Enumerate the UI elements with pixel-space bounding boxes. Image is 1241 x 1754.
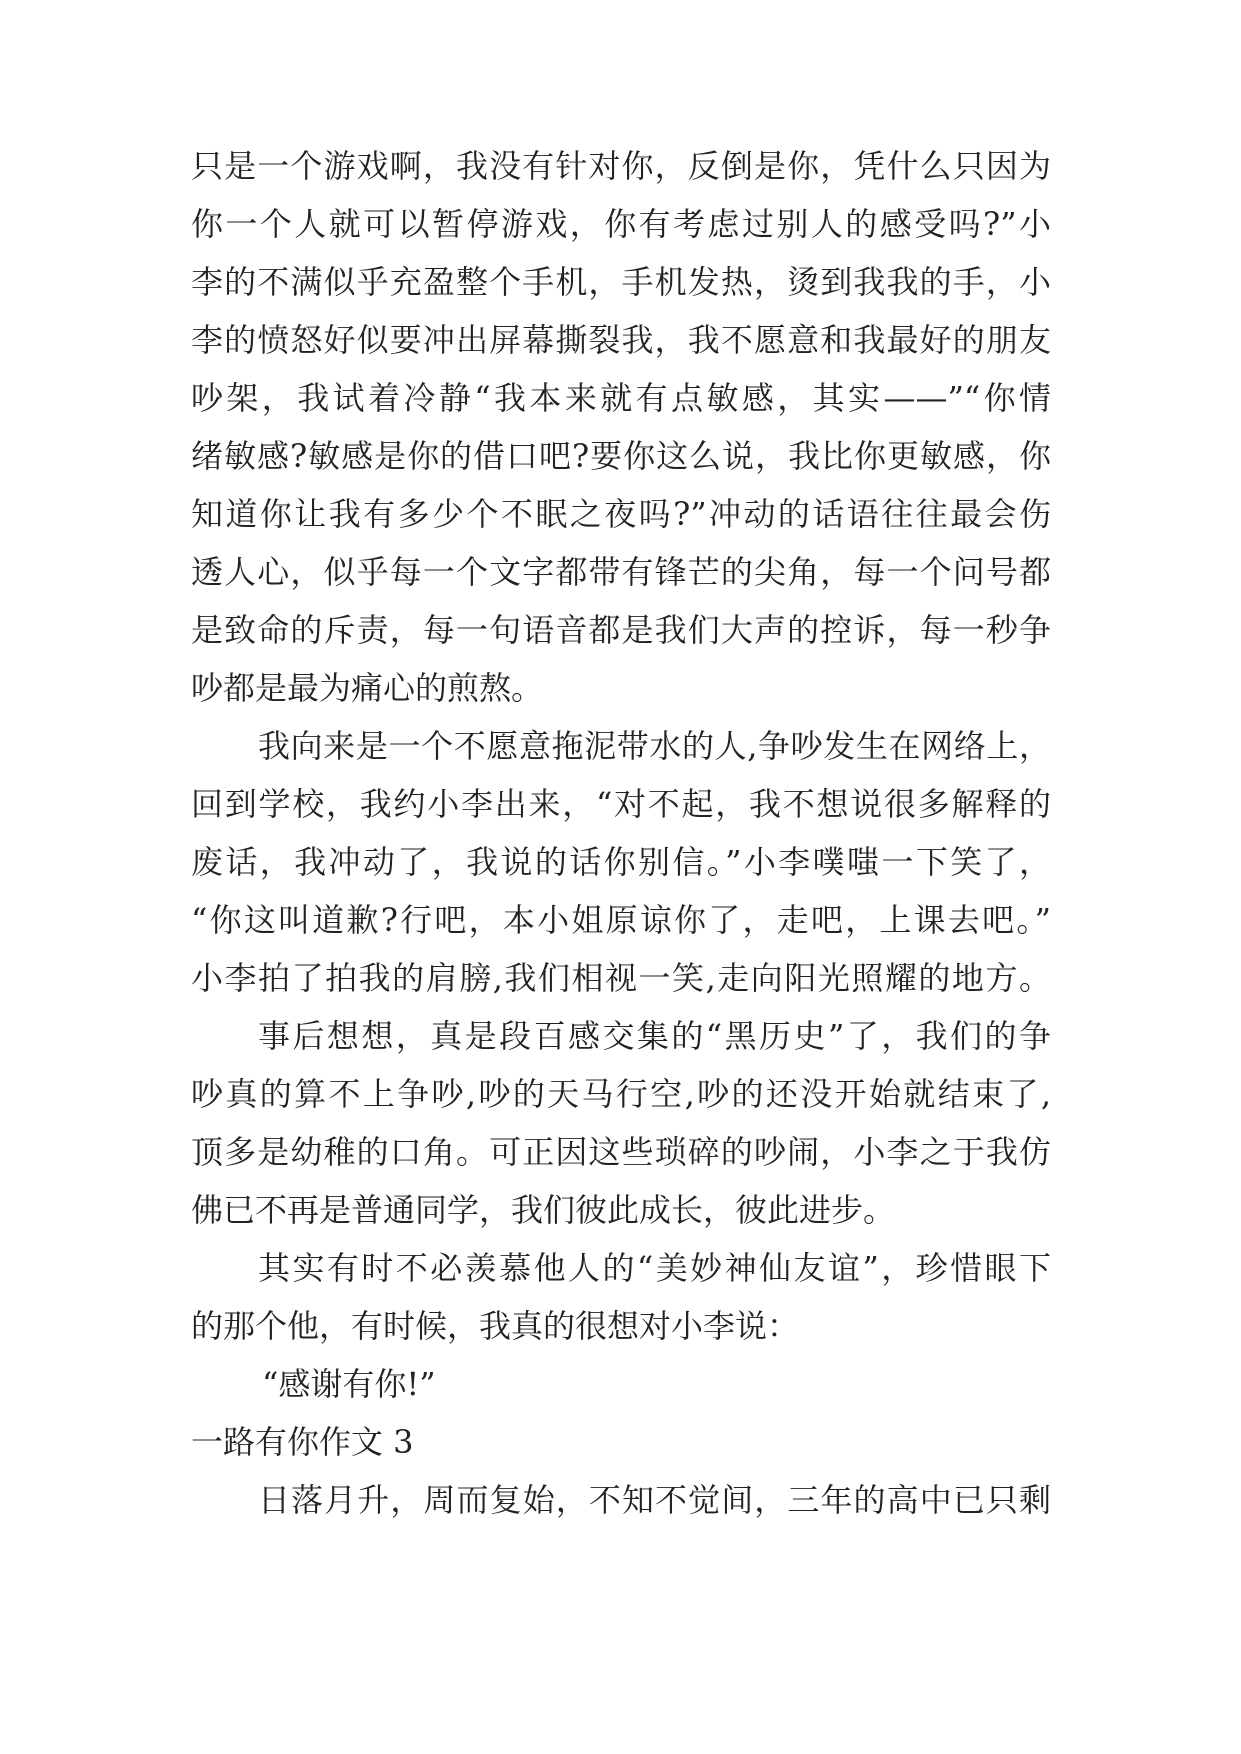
text-line: 李的愤怒好似要冲出屏幕撕裂我，我不愿意和我最好的朋友 (191, 321, 1051, 359)
text-line: 废话，我冲动了，我说的话你别信。”小李噗嗤一下笑了， (191, 843, 1051, 881)
text-line: 的那个他，有时候，我真的很想对小李说： (191, 1307, 800, 1345)
paragraph-first-line: 日落月升，周而复始，不知不觉间，三年的高中已只剩 (258, 1481, 1051, 1519)
text-line: 是致命的斥责，每一句语音都是我们大声的控诉，每一秒争 (191, 611, 1051, 649)
text-line: 回到学校，我约小李出来，“对不起，我不想说很多解释的 (191, 785, 1051, 823)
paragraph-first-line: 其实有时不必羡慕他人的“美妙神仙友谊”，珍惜眼下 (258, 1249, 1051, 1287)
text-line: 透人心，似乎每一个文字都带有锋芒的尖角，每一个问号都 (191, 553, 1051, 591)
text-line: 小李拍了拍我的肩膀,我们相视一笑,走向阳光照耀的地方。 (191, 959, 1051, 997)
text-line: 吵真的算不上争吵,吵的天马行空,吵的还没开始就结束了, (191, 1075, 1051, 1113)
text-line: 只是一个游戏啊，我没有针对你，反倒是你，凭什么只因为 (191, 147, 1051, 185)
text-line: 你一个人就可以暂停游戏，你有考虑过别人的感受吗?”小 (191, 205, 1051, 243)
paragraph-first-line: 事后想想，真是段百感交集的“黑历史”了，我们的争 (258, 1017, 1051, 1055)
text-line: “你这叫道歉?行吧，本小姐原谅你了，走吧，上课去吧。” (191, 901, 1051, 939)
text-line: 绪敏感?敏感是你的借口吧?要你这么说，我比你更敏感，你 (191, 437, 1051, 475)
text-line: 佛已不再是普通同学，我们彼此成长，彼此进步。 (191, 1191, 896, 1229)
quote-line: “感谢有你!” (262, 1365, 436, 1403)
text-line: 吵架，我试着冷静“我本来就有点敏感，其实——”“你情 (191, 379, 1051, 417)
text-line: 吵都是最为痛心的煎熬。 (191, 669, 544, 707)
section-heading: 一路有你作文 3 (191, 1423, 414, 1461)
text-line: 李的不满似乎充盈整个手机，手机发热，烫到我我的手，小 (191, 263, 1051, 301)
text-line: 顶多是幼稚的口角。可正因这些琐碎的吵闹，小李之于我仿 (191, 1133, 1051, 1171)
paragraph-first-line: 我向来是一个不愿意拖泥带水的人,争吵发生在网络上， (258, 727, 1051, 765)
text-line: 知道你让我有多少个不眠之夜吗?”冲动的话语往往最会伤 (191, 495, 1051, 533)
